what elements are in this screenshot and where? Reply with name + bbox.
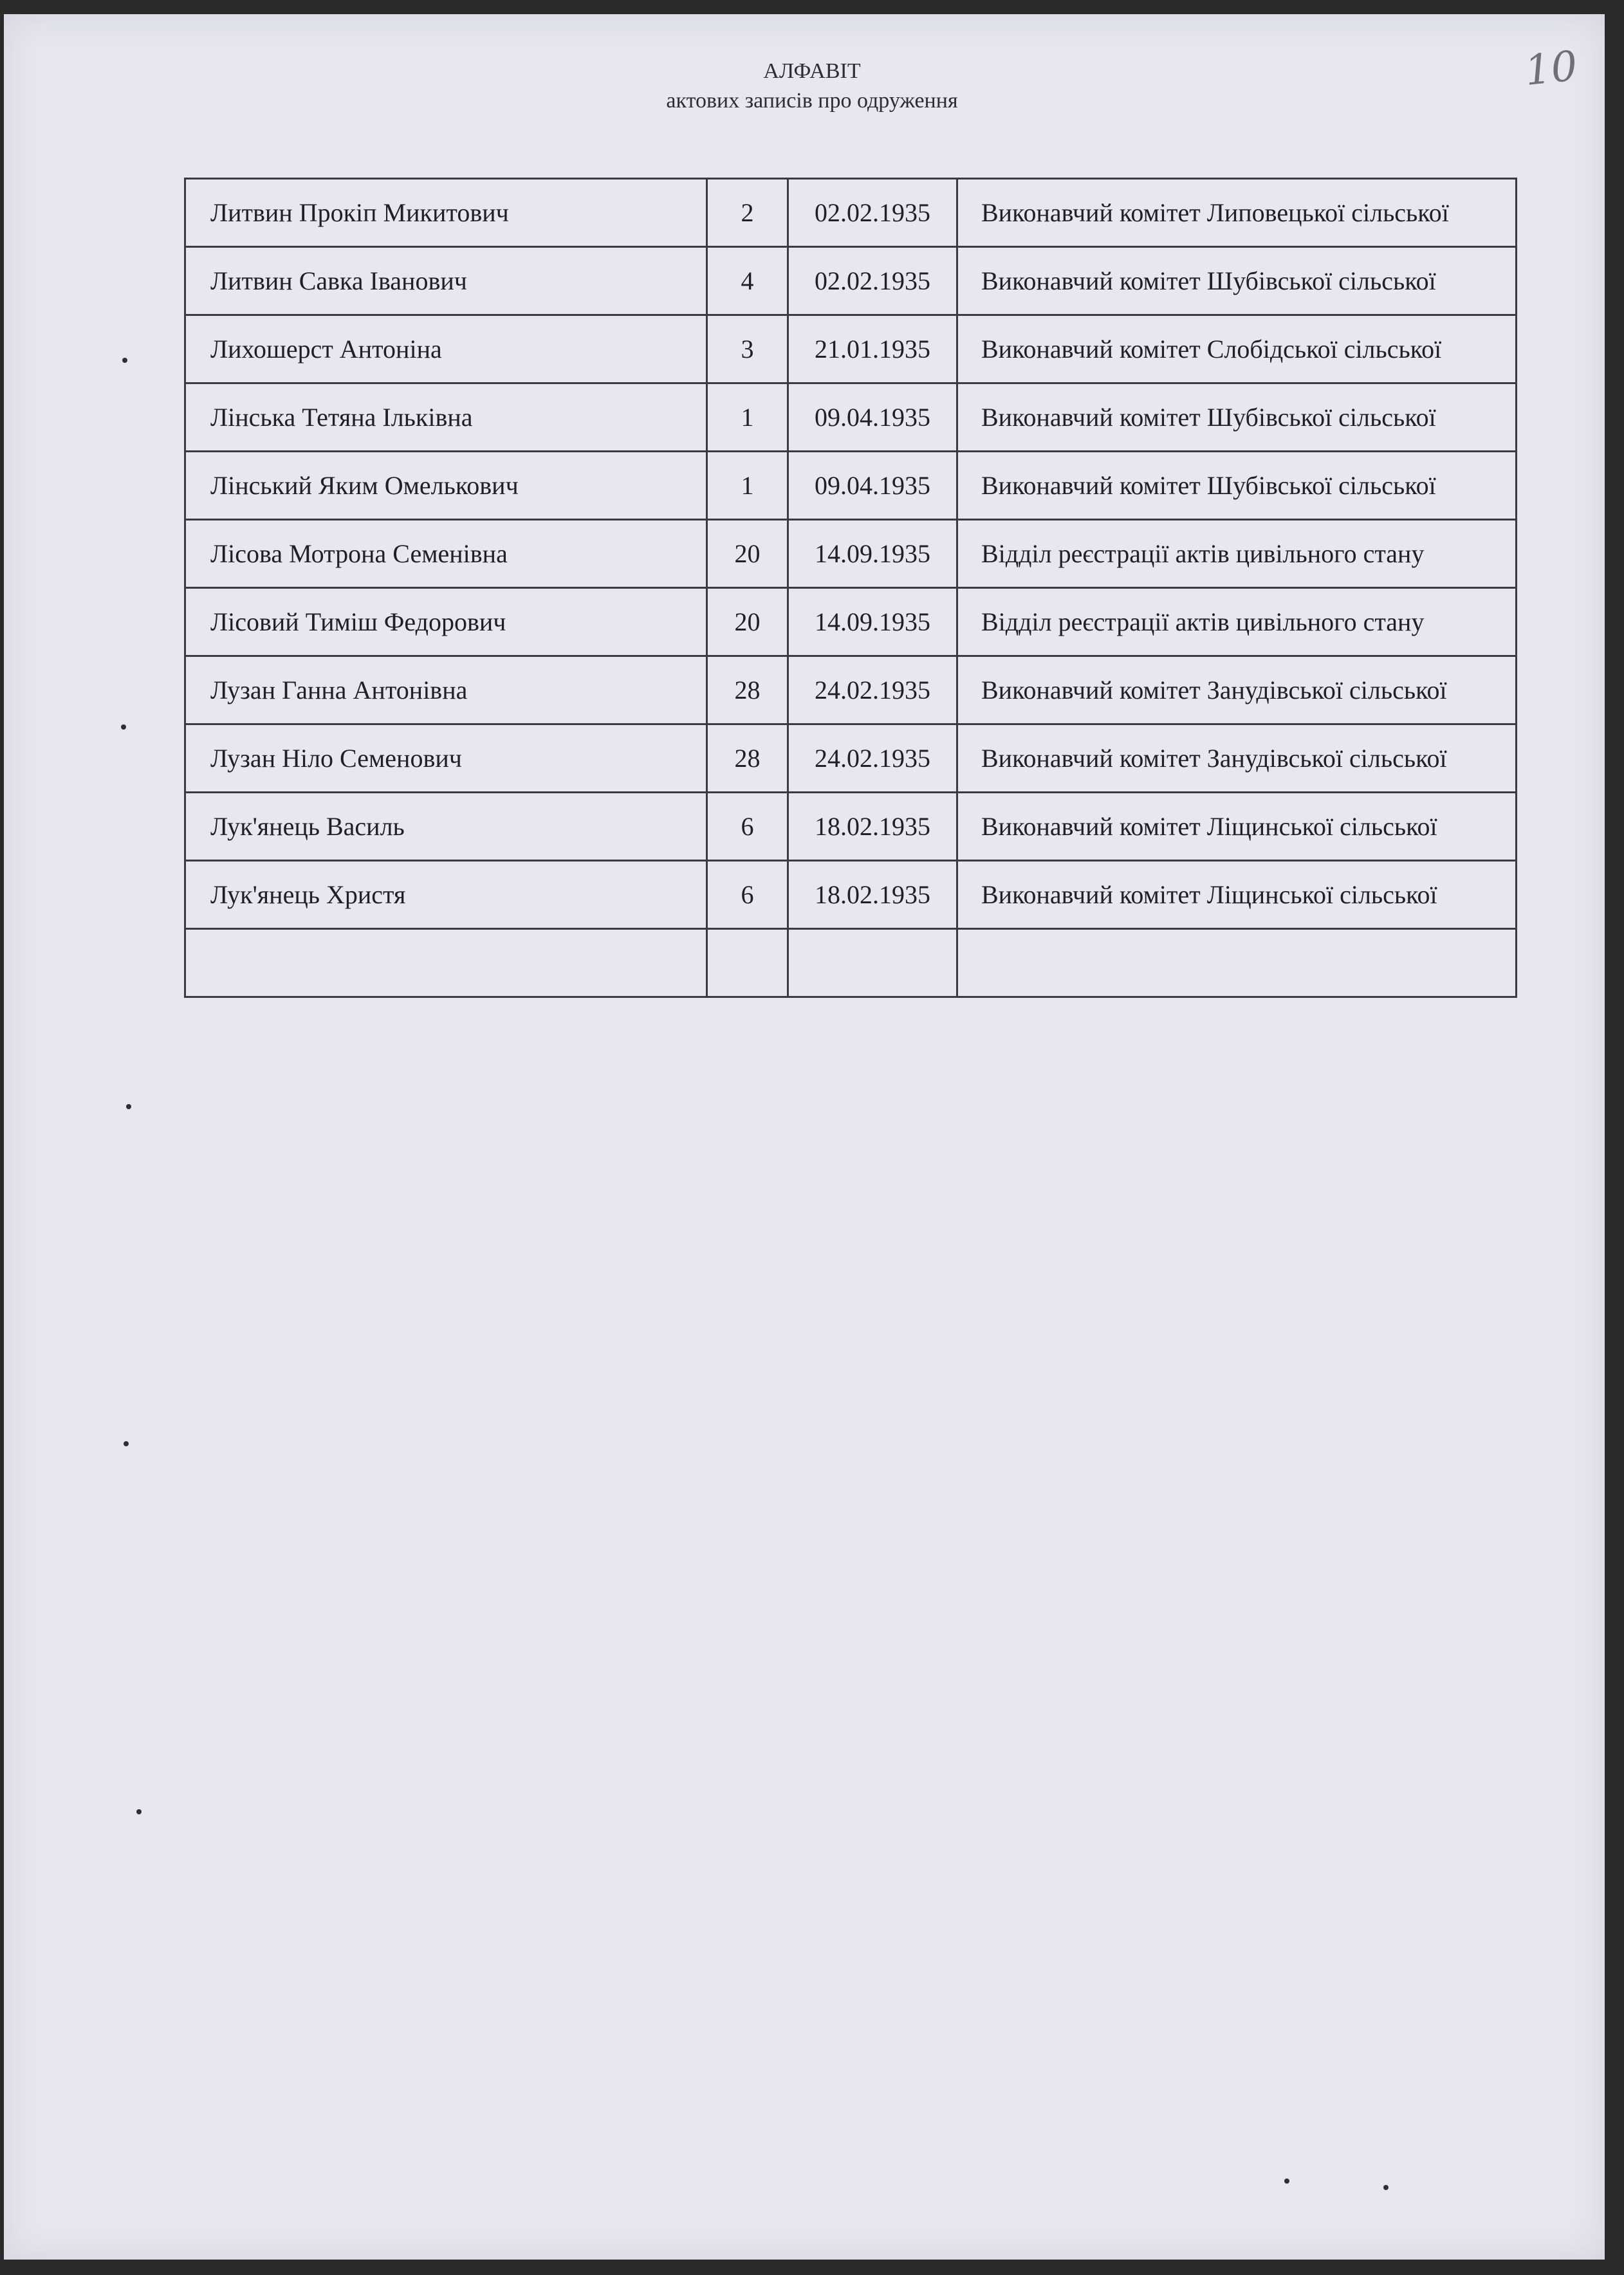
marriage-records-table xyxy=(184,178,1517,998)
scan-speck xyxy=(126,1104,131,1109)
authority-cell: Відділ реєстрації актів цивільного стану xyxy=(957,588,1517,656)
name-cell: Лихошерст Антоніна xyxy=(185,315,707,383)
authority-cell: Виконавчий комітет Ліщинської сільської xyxy=(957,793,1517,861)
table-row xyxy=(185,724,1517,793)
authority-cell: Виконавчий комітет Занудівської сільської xyxy=(957,724,1517,793)
name-cell: Литвин Савка Іванович xyxy=(185,247,707,315)
date-cell: 02.02.1935 xyxy=(788,247,957,315)
date-cell: 24.02.1935 xyxy=(788,656,957,724)
table-row xyxy=(185,179,1517,247)
table-row xyxy=(185,861,1517,929)
date-cell: 18.02.1935 xyxy=(788,861,957,929)
name-cell: Лузан Ніло Семенович xyxy=(185,724,707,793)
authority-cell: Виконавчий комітет Шубівської сільської xyxy=(957,247,1517,315)
date-cell: 21.01.1935 xyxy=(788,315,957,383)
record-number-cell: 20 xyxy=(707,588,788,656)
date-cell: 24.02.1935 xyxy=(788,724,957,793)
name-cell: Лісовий Тиміш Федорович xyxy=(185,588,707,656)
name-cell: Лінський Яким Омелькович xyxy=(185,452,707,520)
record-number-cell: 4 xyxy=(707,247,788,315)
table-row xyxy=(185,656,1517,724)
date-cell: 14.09.1935 xyxy=(788,520,957,588)
name-cell: Лузан Ганна Антонівна xyxy=(185,656,707,724)
name-cell xyxy=(185,929,707,997)
table-row xyxy=(185,247,1517,315)
date-cell: 02.02.1935 xyxy=(788,179,957,247)
table-row xyxy=(185,793,1517,861)
record-number-cell: 28 xyxy=(707,724,788,793)
record-number-cell: 28 xyxy=(707,656,788,724)
table-row xyxy=(185,383,1517,452)
record-number-cell: 20 xyxy=(707,520,788,588)
record-number-cell: 2 xyxy=(707,179,788,247)
record-number-cell: 3 xyxy=(707,315,788,383)
document-subtitle: актових записів про одруження xyxy=(666,89,958,113)
authority-cell xyxy=(957,929,1517,997)
authority-cell: Виконавчий комітет Слобідської сільської xyxy=(957,315,1517,383)
table-row xyxy=(185,452,1517,520)
date-cell: 09.04.1935 xyxy=(788,452,957,520)
record-number-cell: 1 xyxy=(707,452,788,520)
scan-speck xyxy=(136,1809,142,1814)
date-cell: 14.09.1935 xyxy=(788,588,957,656)
name-cell: Литвин Прокіп Микитович xyxy=(185,179,707,247)
name-cell: Лук'янець Василь xyxy=(185,793,707,861)
document-title: АЛФАВІТ xyxy=(763,59,861,83)
date-cell: 09.04.1935 xyxy=(788,383,957,452)
authority-cell: Виконавчий комітет Шубівської сільської xyxy=(957,452,1517,520)
scan-speck xyxy=(121,724,126,730)
table-row xyxy=(185,315,1517,383)
authority-cell: Виконавчий комітет Ліщинської сільської xyxy=(957,861,1517,929)
name-cell: Лісова Мотрона Семенівна xyxy=(185,520,707,588)
scan-speck xyxy=(1383,2185,1389,2190)
record-number-cell: 6 xyxy=(707,793,788,861)
handwritten-page-number: 10 xyxy=(1522,42,1580,96)
scan-speck xyxy=(1284,2178,1289,2184)
table-row xyxy=(185,929,1517,997)
scan-speck xyxy=(122,358,127,363)
authority-cell: Виконавчий комітет Липовецької сільської xyxy=(957,179,1517,247)
record-number-cell xyxy=(707,929,788,997)
authority-cell: Виконавчий комітет Занудівської сільської xyxy=(957,656,1517,724)
scan-speck xyxy=(124,1441,129,1446)
table-row xyxy=(185,520,1517,588)
date-cell xyxy=(788,929,957,997)
name-cell: Лук'янець Христя xyxy=(185,861,707,929)
authority-cell: Відділ реєстрації актів цивільного стану xyxy=(957,520,1517,588)
record-number-cell: 1 xyxy=(707,383,788,452)
date-cell: 18.02.1935 xyxy=(788,793,957,861)
authority-cell: Виконавчий комітет Шубівської сільської xyxy=(957,383,1517,452)
table-row xyxy=(185,588,1517,656)
record-number-cell: 6 xyxy=(707,861,788,929)
name-cell: Лінська Тетяна Ільківна xyxy=(185,383,707,452)
